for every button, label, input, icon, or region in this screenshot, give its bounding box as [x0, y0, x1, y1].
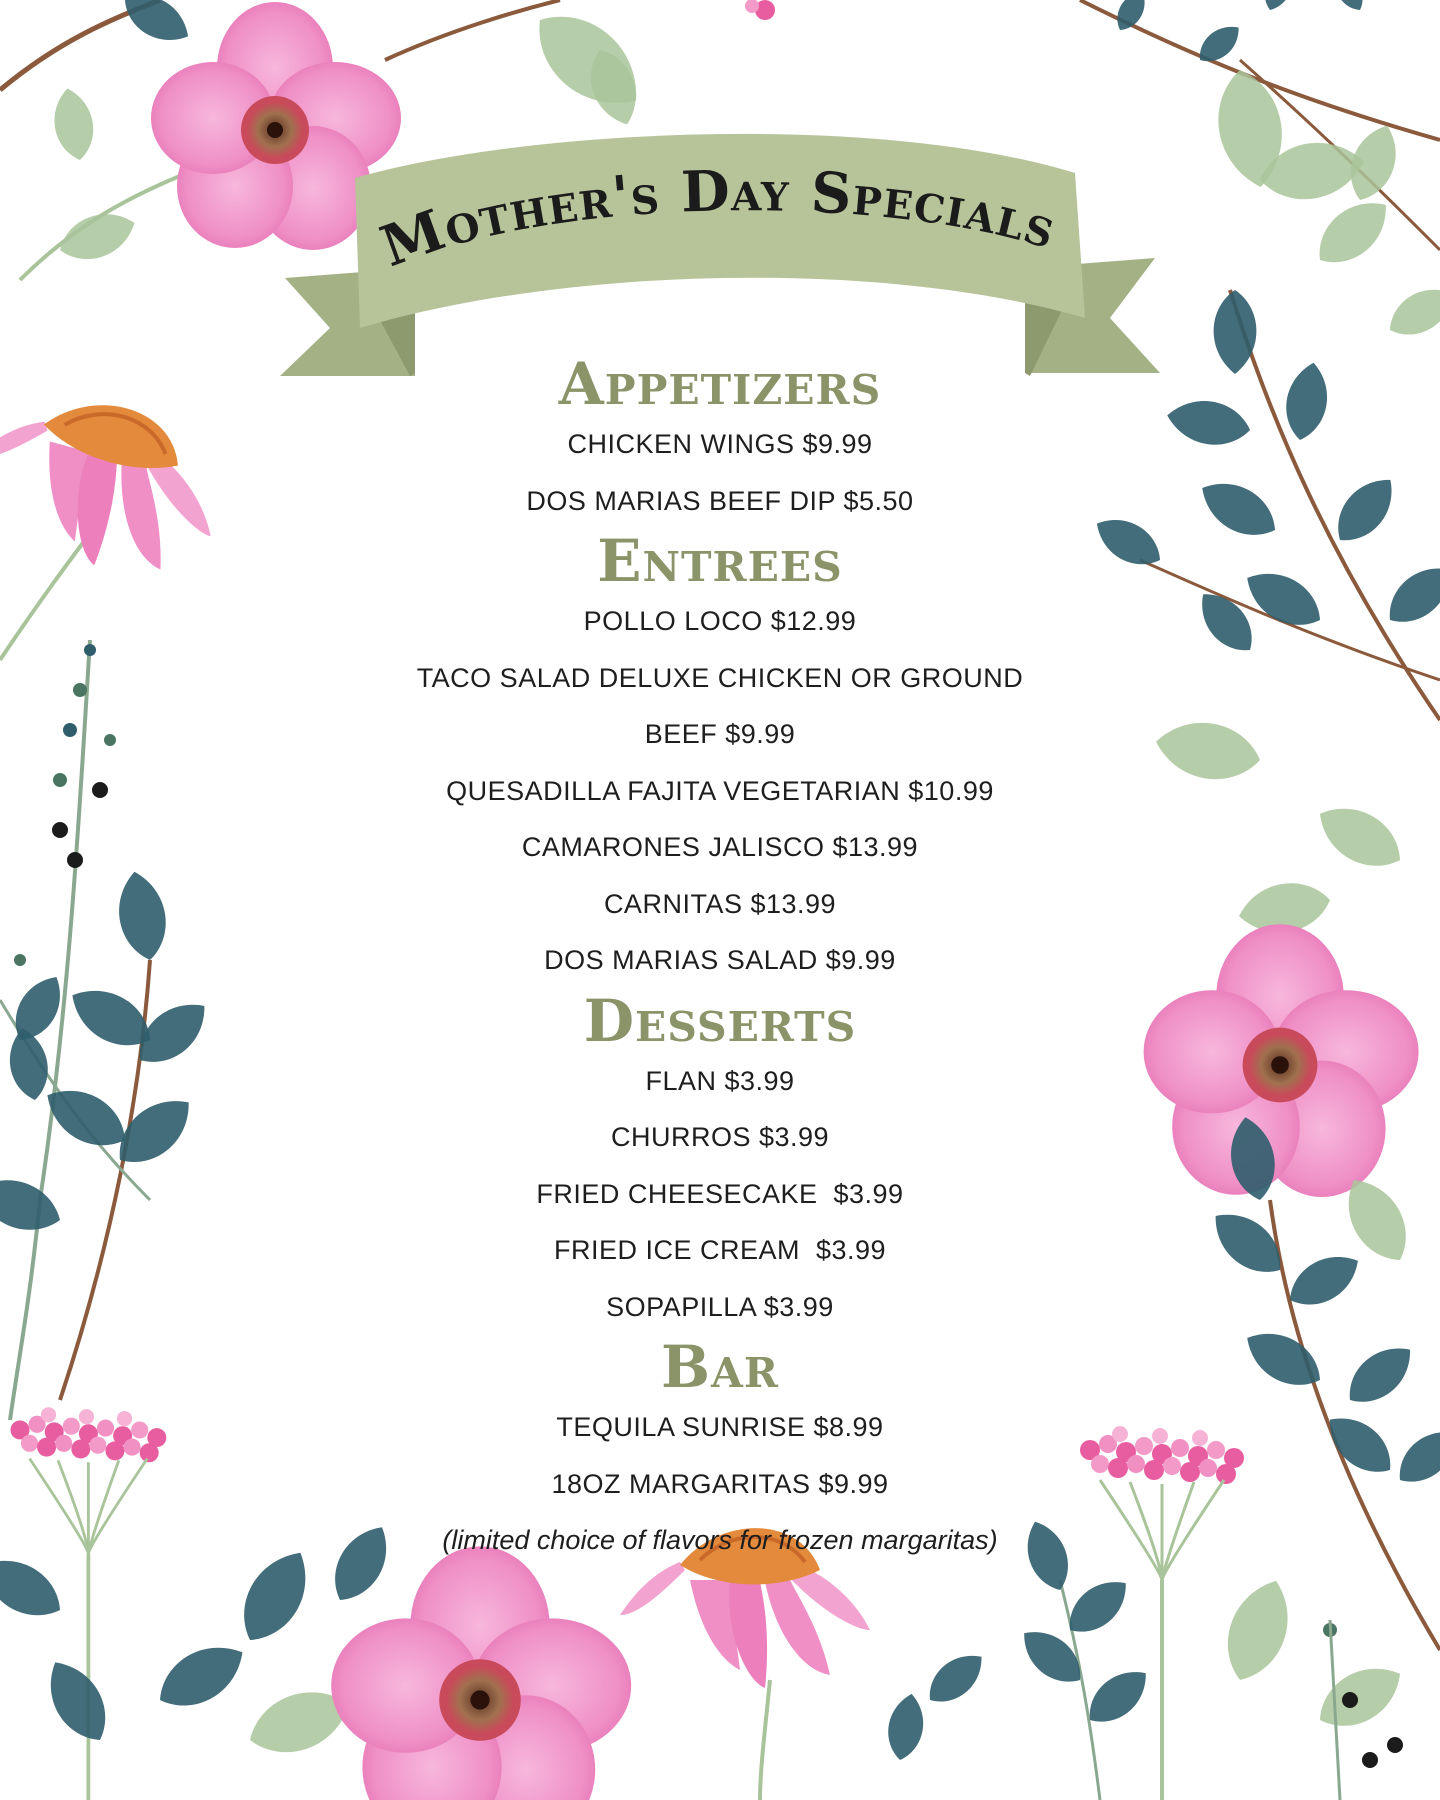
svg-text:Mother's Day Specials	[373, 158, 1065, 280]
section-appetizers	[370, 352, 1070, 529]
section-desserts	[370, 986, 1070, 1336]
section-heading: Bar	[661, 1333, 779, 1401]
menu-item: SOPAPILLA $3.99	[606, 1291, 834, 1322]
stems-left	[0, 640, 218, 1420]
menu-item: DOS MARIAS BEEF DIP $5.50	[526, 485, 914, 516]
menu-item: FLAN $3.99	[645, 1065, 795, 1096]
section-heading: Appetizers	[558, 350, 882, 418]
section-heading: Desserts	[583, 986, 857, 1055]
menu-item: POLLO LOCO $12.99	[583, 606, 857, 636]
menu-item: CHICKEN WINGS $9.99	[567, 429, 873, 459]
menu-item: 18OZ MARGARITAS $9.99	[551, 1468, 889, 1499]
menu-item: FRIED CHEESECAKE $3.99	[536, 1178, 904, 1209]
coneflower-bottom	[620, 1528, 870, 1800]
page-title: Mother's Day Specials	[372, 158, 1065, 280]
menu-item: BEEF $9.99	[644, 719, 796, 749]
title-text	[280, 118, 1160, 378]
menu-item: CAMARONES JALISCO $13.99	[521, 832, 919, 862]
leaves-top-center	[385, 0, 775, 132]
flower-right	[1144, 924, 1419, 1197]
menu-item: CHURROS $3.99	[610, 1122, 830, 1152]
section-heading: Entrees	[597, 527, 843, 595]
bar-note: (limited choice of flavors for frozen margaritas)	[442, 1525, 998, 1555]
menu-item: FRIED ICE CREAM $3.99	[553, 1235, 887, 1265]
section-entrees	[370, 529, 1070, 989]
menu-item: QUESADILLA FAJITA VEGETARIAN $10.99	[446, 775, 994, 806]
menu-item: CARNITAS $13.99	[603, 888, 837, 919]
menu-item: TEQUILA SUNRISE $8.99	[556, 1412, 884, 1442]
branch-right-middle	[1088, 290, 1440, 940]
menu-item: TACO SALAD DELUXE CHICKEN OR GROUND	[416, 662, 1024, 693]
section-bar	[370, 1335, 1070, 1568]
menu	[370, 352, 1070, 1568]
menu-item: DOS MARIAS SALAD $9.99	[544, 945, 896, 975]
title-banner	[280, 118, 1160, 378]
coneflower-left	[0, 373, 237, 660]
